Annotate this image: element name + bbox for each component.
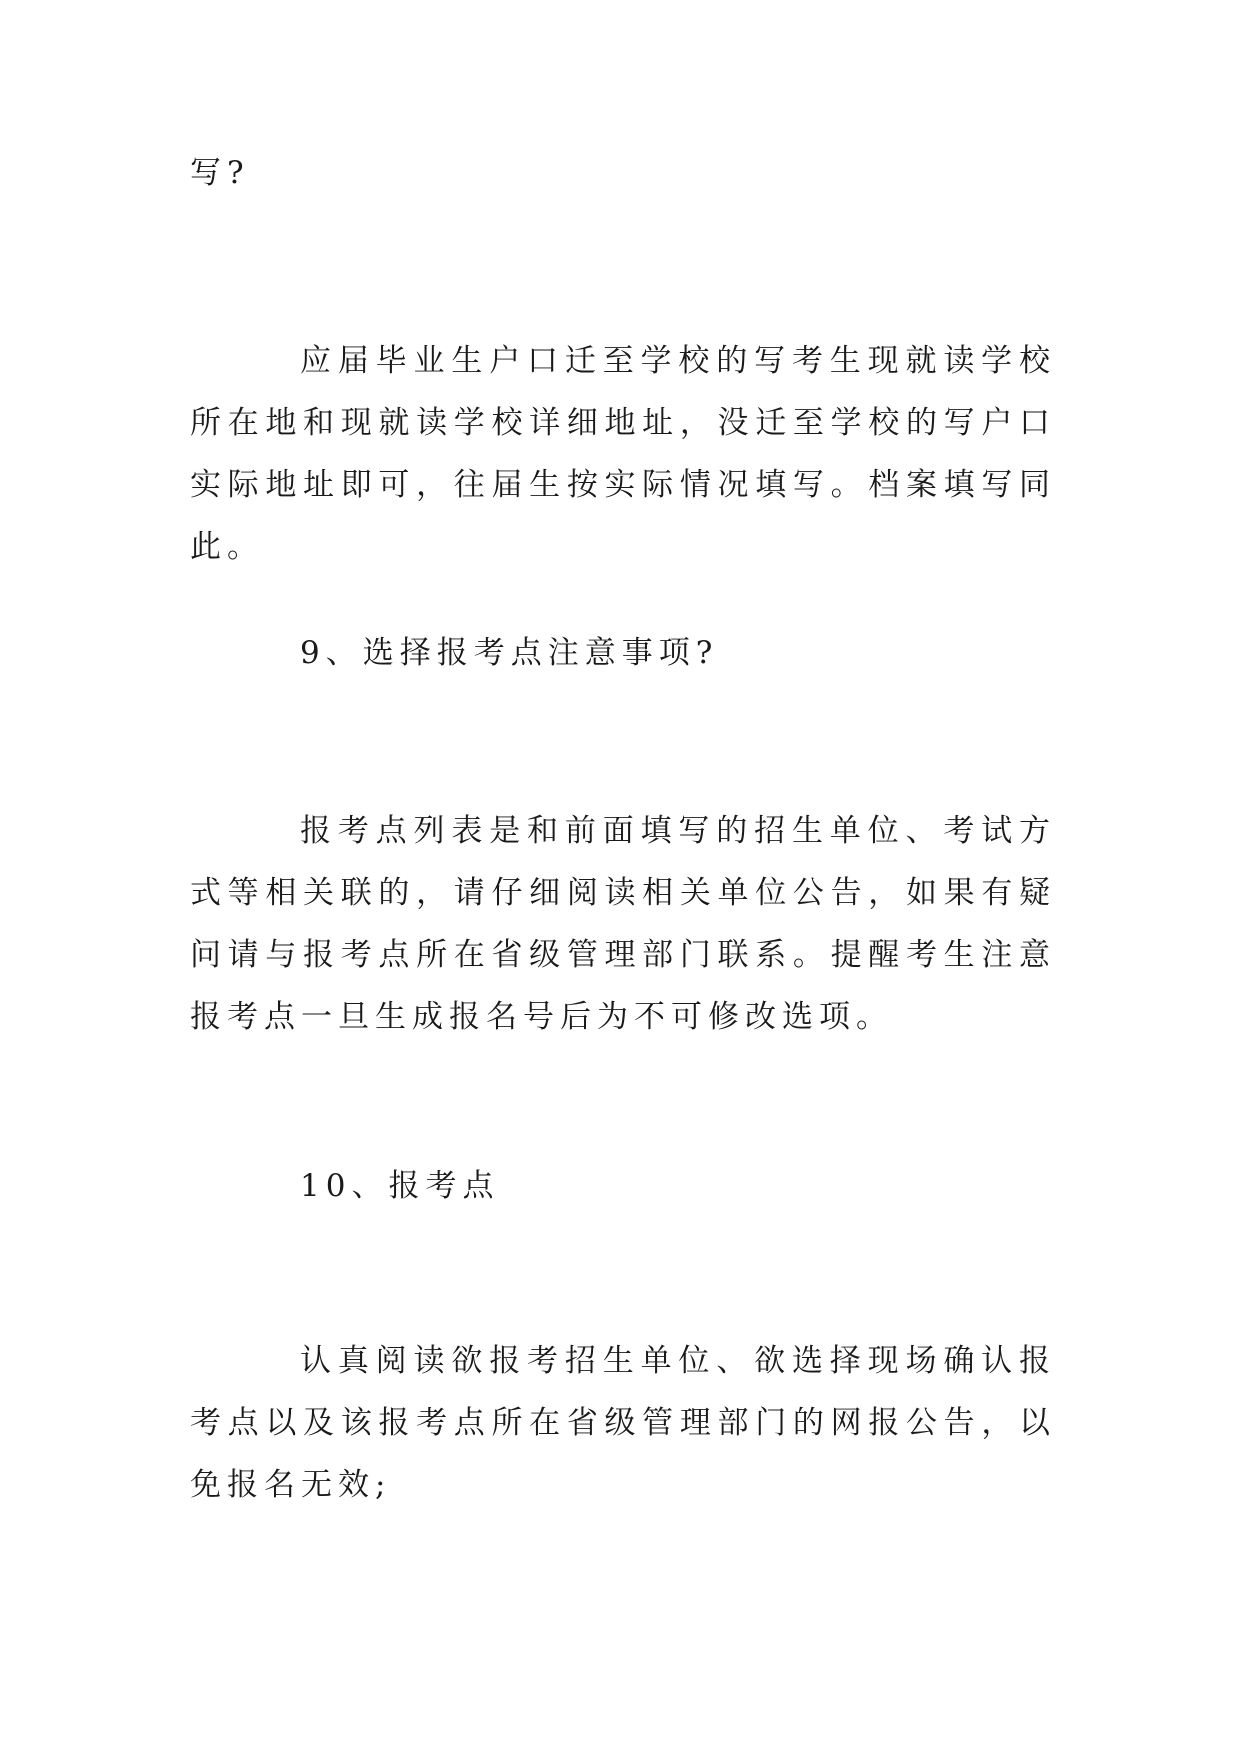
paragraph-exam-site-reminder: 认真阅读欲报考招生单位、欲选择现场确认报考点以及该报考点所在省级管理部门的网报公告，以免报名无效;: [190, 1343, 1056, 1503]
continuation-line: 写?: [190, 155, 250, 191]
paragraph-address-info: 应届毕业生户口迁至学校的写考生现就读学校所在地和现就读学校详细地址，没迁至学校的写户口实际地址即可，往届生按实际情况填写。档案填写同此。: [190, 343, 1056, 565]
section-heading-9: 9、选择报考点注意事项?: [300, 635, 719, 671]
section-heading-10: 10、报考点: [300, 1168, 500, 1204]
paragraph-exam-site-notes: 报考点列表是和前面填写的招生单位、考试方式等相关联的，请仔细阅读相关单位公告，如果有疑问请与报考点所在省级管理部门联系。提醒考生注意报考点一旦生成报名号后为不可修改选项。: [190, 813, 1056, 1035]
